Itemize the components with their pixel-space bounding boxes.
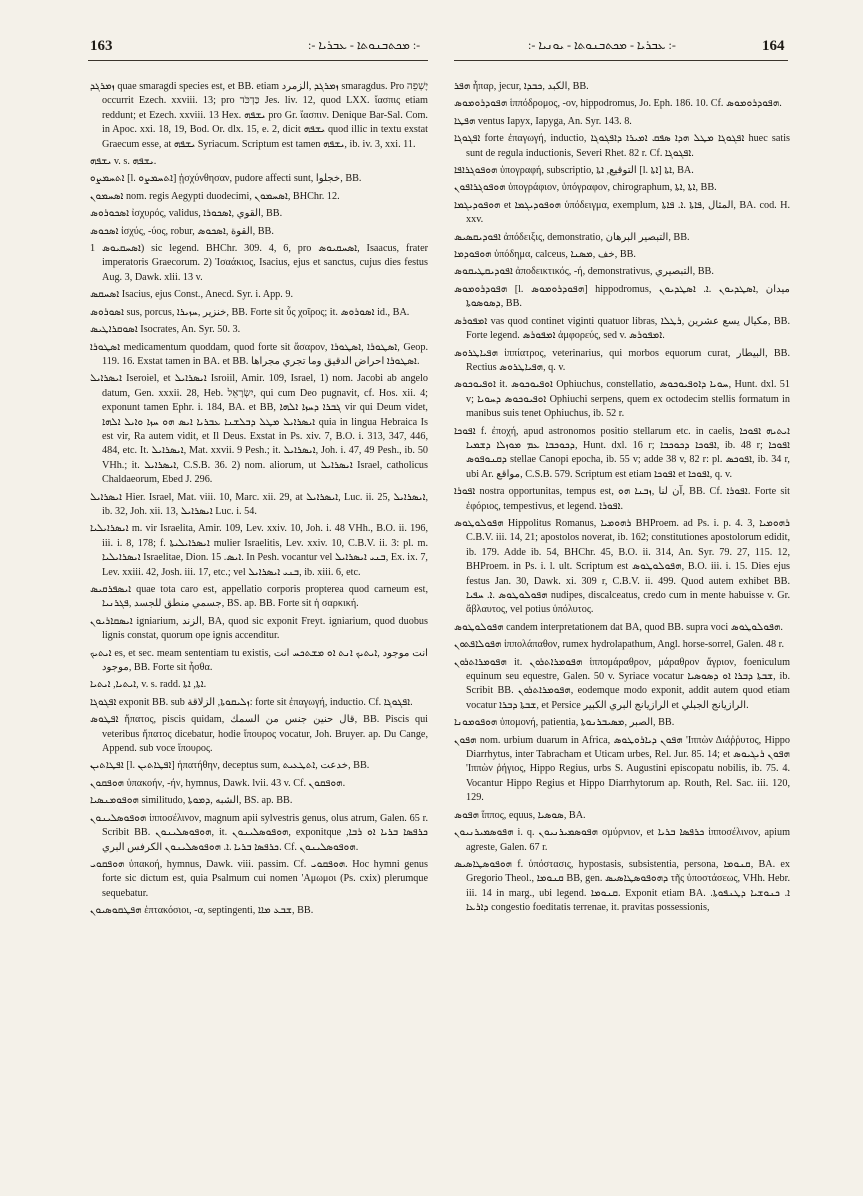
dictionary-entry: ܗܘܦܘܓܪܐܦܐ ὑπογραφή, subscriptio, التوقيع, ܐܬܐ [l. ܐܬܐ] ܐܬܐ, BA. [454, 165, 694, 177]
dictionary-entry: ܐܬܚܡܨܘ [l. ܐܬܚܡܨܘ] ᾐσχύνθησαν, pudore affecti sunt, خجلوا, BB. [90, 173, 362, 185]
dictionary-entry: ܗܘܦܘܡܘܢܐ ὑπομονή, patientia, الصبر ,ܡܣܝܒܪܢܘܬܐ, BB. [454, 717, 675, 729]
dictionary-entry: ܐܝܬܝܟ es, et sec. meam sententiam tu existis, انت موجود ,ܐܝܬܝܟ ܐܢܬ ܐܘ ܡܫܬܟܚ انت موجود, BB. Forte sit ἦσθα. [90, 647, 428, 674]
dictionary-entry: ܗܦܛܩܘܣܝܘܢ ἑπτακόσιοι, -α, septingenti, ܫܒܥ ܡܐܐ, BB. [90, 905, 314, 917]
dictionary-entry: ܐܦܓܘܓܐ exponit BB. sub ܙܠܝܩܘܬܐ, الزلاقة: forte sit ἐπαγωγή, inductio. Cf. ܐܦܓܘܓܐ. [90, 696, 413, 708]
dictionary-entry: ܐܣܛܘܪܐ medicamentum quoddam, quod forte sit ἄσαρον, ܐܣܛܘܪܐ ,ܐܣܛܘܪܐ, Geop. 119. 16. Exstat tamen in BA. et BB. ܐܣܛܘܪܐ احراض الدقيق وما تجري مجراها. [90, 341, 428, 367]
dictionary-entry: ܙܡܪܓܕ quae smaragdi species est, et BB. etiam ܙܡܪܓܕ ,الزمرد smaragdus. Pro ‏יָשְׁפֵה‎ occurrit Ezech. xxviii. 13; pro ‏כַּדְכֹּד‎ Jes. liv. 12, quod LXX. ἴασπις etiam reddunt; et Ezech. xxviii. 13 Hex. ܝܫܦܗ pro Gr. ἴασπιν. Denique Bar-Sal. Com. in Apoc. xxi. 18, 19, Bod. Or. dlx. 15, e. 2, dicit ܝܫܦܗ quod illic in textu exstat Graecum esse, at ܝܫܦܗ Syriacum. Scriptum est tamen ܝܫܦܗ, ib. iv. 3, xxi. 11. [90, 81, 428, 150]
dictionary-entry: ܗܦܝܐܛܪܘܣ ἱππίατρος, veterinarius, qui morbos equorum curat, البيطار, BB. Rectius ܗܦܝܐܛܪܘܣ, q. v. [454, 347, 790, 373]
dictionary-entry: ܐܦܘܟܐ f. ἐποχή, apud astronomos positio stellarum etc. in caelis, ܐܝܬܝܗ ܐܦܘܟܐ ܕܟܘܟܒܐ ܥܡ ܡܘܙܠܐ ܕܫܡܝܐ, Hunt. dxl. 16 r; ܐܦܘܟܐ ܕܟܘܟܒܐ, ib. 48 r; ܐܦܘܟܐ ܕܩܢܘܦܘܣ stellae Canopi epocha, ib. 55 v; adde 38 v, 82 r: pl. ܐܦܘܟܣ, ib. 34 r, ubi Ar. مواقع, C.S.B. 579. Scriptum est etiam ܐܦܘܟܐ et ܐܦܘܟܐ, q. v. [454, 425, 790, 480]
dictionary-entry: ܐܣܚܡܘܢ nom. regis Aegypti duodecimi, ܐܣܚܡܘܢ, BHChr. 12. [90, 190, 340, 202]
dictionary-entry: ܐܣܟܘܣ ἰσχύς, -ύος, robur, القوة ,ܐܣܟܘܣ, BB. [90, 225, 274, 237]
right-running-title: :- ܥܒܪܝܐ - ܡܟܬܒܢܘܬܐ - ܝܘܢܝܐ :- [528, 38, 676, 52]
right-page-number: 164 [762, 38, 785, 54]
dictionary-entry: ܝܫܦܗ v. s. ܝܫܦܗ. [90, 156, 157, 168]
dictionary-entry: ܗܦܘܠܘܛܘܣ candem interpretationem dat BA, quod BB. supra voci ܗܦܘܠܘܛܘܣ. [454, 621, 783, 633]
dictionary-entry: ܗܘܦܘܣܠܝܢܘܢ ἱπποσέλινον, magnum apii sylvestris genus, olus atrum, Galen. 65 r. Scribit BB. ܗܘܦܘܣܠܝܢܘܢ, it. ܗܘܦܘܣܠܝܢܘܢ, exponitque ܟܪܦܣܐ ܒܪܝܐ ܐܘ ܪܒܐ, ܟܪܦܣܐ ܒܪܝܐ .ܐ. ܗܘܦܘܣܠܝܢܘܢ الكرفس البري. Cf. ܗܘܦܘܣܠܝܢܘܢ. [90, 812, 428, 853]
dictionary-entry: ܐܣܘܩܪܐܛܝܣ Isocrates, An. Syr. 50. 3. [90, 324, 241, 336]
dictionary-entry: ܗܘܦܩܘܢ ὑπακοήν, -ήν, hymnus, Dawk. lvii. 43 v. Cf. ܗܘܦܩܘܢ. [90, 777, 346, 789]
dictionary-entry: ܐܝܣܩܐܪܝܘܢ igniarium, الزند, BA, quod sic exponit Freyt. igniarium, quod duobus lignis constat, quorum ope ignis accenditur. [90, 615, 428, 642]
dictionary-entry: ܐܡܦܘܪܣ vas quod continet viginti quatuor libras, مكيال يسع عشرين ,ܪܛܠܐ, BB. Forte legend. ܐܡܦܘܪܣ ἀμφορεύς, sed v. ܐܡܦܘܪܣ. [454, 315, 790, 342]
dictionary-entry: ܗܦܘܠܐܦܬܘܢ ἱππολάπαθον, rumex hydrolapathum, Angl. horse-sorrel, Galen. 48 r. [454, 639, 785, 651]
dictionary-entry: ܐܦܛܘܣ ἥπατος, piscis quidam, قال حنين جنس من السمك, BB. Piscis qui veteribus ἥπατος dicebatur, hodie ἵπουρος vocatur, Joh. Bruyer. ap. Du Cange, Append. sub voce ἵπουρος. [90, 714, 428, 755]
dictionary-entry: ܐܣܟܘܪܘܣ ἰσχυρός, validus, القوي ,ܐܣܟܘܪܐ, BB. [90, 208, 283, 220]
dictionary-entry: ܗܦܪ ἧπαρ, jecur, الكبد ,ܟܒܕܐ, BB. [454, 81, 589, 92]
dictionary-entry: ܐܣܚܩܝܘܣ 1) sic legend. BHChr. 309. 4, 6, pro ܐܣܚܩܝܘܣ, Isaacus, frater imperatoris Graecorum. 2) Ἰσαάκιος, Isacius, ejus et sanctus, cujus dies festus Aug. 3, Dawk. xlii. 13 v. [90, 243, 428, 283]
dictionary-entry: ܗܦܘܠܘܛܘܣ Hippolitus Romanus, ܪܗܘܡܝܐ BHProem. ad Ps. i. p. 4. 3, ܪܗܘܡܝܐ C.B.V. iii. 14, 21; apostolos noverat, ib. 162; constitutiones apostolorum edidit, ib. 179. Adde ib. 54, BHChr. 45, B.O. ii. 314, An. Syr. 79. 27, 115. 12, BHProem. in Ps. i. l. ult. Scriptum est ܗܦܘܠܘܛܘܣ, B.O. iii. i. 15. Dies ejus festus Jan. 30, Dawk. xi. 309 r, C.B.V. ii. 499. Quod autem exhibet BB. ܗܦܘܠܘܛܘܣ .ܐ. ܚܦܝܐ nudipes, discalceatus, credo cum in mente habuisse v. Gr. ἄβλαυτος, vel potius ὑπόλυτος. [454, 517, 790, 616]
dictionary-entry: ܐܦܘܕܝܩܛܝܩܘܣ ἀποδεικτικός, -ή, demonstrativus, التبصيري, BB. [454, 266, 714, 278]
dictionary-entry: ܐܝܣܪܐܝܠ Iseroiel, et ܐܝܣܪܐܝܠ Isroiil, Amir. 109, Israel, 1) nom. Jacobi ab angelo datum, Gen. xxxii. 28, Heb. ‏יִשְׂרָאֵל‎, qui cum Deo pugnavit, cf. Hos. xii. 4; exponunt tamen Ephr. i. 184, BA. et BB, ܓܒܪܐ ܕܚܙܐ ܐܠܗܐ vir qui Deum videt, ܐܝܣܪܐܝܠ ܡܛܠ ܕܒܠܫܢܐ ܥܒܪܝܐ ܐܝܣ ܗܘ ܚܙܐ ܘܐܝܠ ܐܠܗܐ quia in lingua Hebraica Is est vir, Ra autem vidit, et Il Deus. Exstat in Ps. xiv. 7, B.O. i. 313, 347, 446, 484, etc. It. ܐܝܣܪܐܝܠ, Mat. xxvii. 9 Pesh.; it. ܐܝܣܪܐܝܠ, Joh. i. 47, 49 Pesh., ib. 50 VHh.; it. ܐܝܣܪܐܝܠ, C.S.B. 36. 2) nom. aliorum, ut ܐܝܣܪܐܝܠ Israel, catholicus Chaldaeorum, Ebed J. 296. [90, 373, 428, 486]
page-header [0, 0, 863, 54]
left-column [90, 80, 428, 1180]
left-running-title: :- ܡܟܬܒܢܘܬܐ - ܥܒܪܝܐ :- [308, 38, 421, 52]
right-column [454, 80, 790, 1180]
dictionary-entry: ܗܦܘܣ ἵππος, equus, ܣܘܣܝܐ, BA. [454, 809, 586, 821]
dictionary-entry: ܗܦܛܐ ventus Iapyx, Iapyga, An. Syr. 143. 8. [454, 115, 632, 127]
dictionary-entry: ܗܘܦܘܕܝܓܡܐ et ܗܘܦܘܕܝܓܡܐ ὑπόδειγμα, exemplum, المثال ,ܦܐܬܐ .ܐ. ܦܐܬܐ, BA. cod. H. xxv. [454, 199, 790, 226]
dictionary-entry: ܗܘܦܩܘܝ ὑπακοή, hymnus, Dawk. viii. passim. Cf. ܗܘܦܩܘܝ. Hoc hymni genus forte sic dictum est, quia Psalmum cui nomen 'Αμωμοι (Ps. cxix) plerumque sequebatur. [90, 858, 428, 899]
dictionary-entry: ܗܦܘܕܪܘܡܘܣ ἱππόδρομος, -ov, hippodromus, Jo. Eph. 186. 10. Cf. ܗܦܘܕܪܘܡܘܣ. [454, 98, 782, 110]
dictionary-entry: ܗܘܦܘܡܢܣܝܐ similitudo, الشبه ,ܕܡܘܬܐ, BS. ap. BB. [90, 795, 293, 807]
dictionary-entry: ܐܘܦܝܘܟܘܣ it. ܐܘܦܝܘܟܘܣ Ophiuchus, constellatio, ܚܘܝܐ ܕܐܘܦܝܘܟܘܣ, Hunt. dxl. 51 v; ܐܘܦܝܘܟܘܣ ܕܚܘܝܐ Ophiuchi serpens, quem ex octodecim stellis formatum in manibus suis tenet Ophiuchus, ib. 52 r. [454, 379, 790, 420]
dictionary-entry: ܐܝܣܪܐܝܠܝܐ m. vir Israelita, Amir. 109, Lev. xxiv. 10, Joh. i. 48 VHh., B.O. ii. 196, iii. i. 8, 178; f. ܐܝܣܪܐܝܠܝܬܐ mulier Israelitis, Lev. xxiv. 10, C.B.V. ii. 3: pl. m. ܐܝܣܪܐܝܠܝܐ Israelitae, Dion. ܐܝܣ. 15. In Pesh. vocantur vel ܒܢܝ ܐܝܣܪܐܝܠ, Ex. ix. 7, Lev. xxiii. 42, Josh. iii. 17, etc.; vel ܒܢܝ ܐܝܣܪܐܝܠ, ib. xiii. 6, etc. [90, 523, 428, 578]
dictionary-entry: ܐܝܣܦܪܩܝܣ quae tota caro est, appellatio corporis propterea quod carneum est, جسمي منطق للجسد ,ܦܓܪܢܝܐ, BS. ap. BB. Forte sit ἡ σαρκική. [90, 584, 428, 610]
dictionary-entry: ܐܝܬܝܐ, ܐܝܬܝܐ, v. s. radd. ܐܬܐ, ܐܬܐ. [90, 679, 207, 691]
dictionary-entry: ܐܦܛܐܬܝܢ [l. ܐܦܛܐܬܝܢ] ἡπατήθην, deceptus sum, خدعت ,ܐܬܛܥܝܬ, BB. [90, 760, 370, 772]
dictionary-entry: ܗܦܘܣܡܝܪܢܝܘܢ i. q. ܗܦܘܣܡܝܪܢܝܘܢ σμύρνιον, et ܟܪܦܣܐ ܒܪܝܐ ἱπποσέλινον, apium agreste, Galen. 67 r. [454, 827, 790, 853]
dictionary-entry: ܗܦܘܡܪܐܬܪܘܢ it. ܗܦܘܡܪܐܬܪܘܢ ἱππομάραθρον, μάραθρον ἄγριον, foeniculum equinum seu equestre, Galen. 50 v. Syriace vocatur ܫܒܬܐ ܕܒܪܐ ܐܘ ܕܣܘܣܝܐ, ib. Scribit BB. ܗܦܘܡܪܐܬܪܘܢ, eodemque modo exponit, addit autem quod etiam vocatur ܫܒܬܐ ܕܒܪܐ, et Persice الرازيانج البري الكبير et الرازيانج الجبلي. [454, 656, 790, 711]
dictionary-entry: ܗܘܦܘܣܛܐܣܝܣ f. ὑπόστασις, hypostasis, subsistentia, persona, ܩܢܘܡܐ, BA. ex Gregorio Theol., ܩܢܘܡܐ BB, gen. ܕܗܘܦܘܣܛܐܣܝܣ τῆς ὑποστάσεως, VHh. Hebr. iii. 14 in marg., ubi legend. ܩܢܘܡܐ. Exponit etiam BA. .ܐ. ܟܢܘܫܝܐ ܕܛܢܦܘܬܐ ܕܐܪܥܐ congestio foeditatis terrenae, it. pravitas possessionis, [454, 858, 790, 914]
dictionary-entry: ܐܦܘܪܐ nostra opportunitas, tempus est, آن لنا ,ܙܒܢܐ ܗܘ, BB. Cf. ܐܦܘܪܐ. Forte sit ἐφόριος, tempestivus, et legend. ܐܦܘܪܐ. [454, 486, 790, 512]
dictionary-entry: ܐܣܚܩܣ Isacius, ejus Const., Anecd. Syr. i. App. 9. [90, 289, 293, 301]
right-header-rule [454, 60, 788, 61]
left-header-rule [88, 60, 428, 61]
dictionary-entry: ܐܦܓܘܓܐ forte ἐπαγωγή, inductio, ܐܦܓܘܓܐ ܡܛܠ ܗܕܐ ܣܦܩ ܐܡܝܪܐ ܕܐܦܓܘܓܐ huec satis sunt de regula inductionis, Severi Rhet. 82 r. Cf. ܐܦܓܘܓܐ. [454, 133, 790, 159]
dictionary-entry: ܗܘܦܘܕܡܐ ὑπόδημα, calceus, خف ,ܡܣܢܐ, BB. [454, 249, 636, 261]
dictionary-entry: ܐܝܣܪܐܝܠ Hier. Israel, Mat. viii. 10, Marc. xii. 29, at ܐܝܣܪܐܝܠ, Luc. ii. 25, ܐܝܣܪܐܝܠ, ib. 32, Joh. xii. 13, ܐܝܣܪܐܝܠ Luc. i. 54. [90, 491, 428, 517]
dictionary-entry: ܗܦܘܕܪܘܡܘܣ [l. ܗܦܘܕܪܘܡܘܣ] hippodromus, ميدان ,ܐܣܛܕܝܘܢ .ܐ. ܐܣܛܕܝܘܢ ܕܣܘܣܘܬܐ, BB. [454, 283, 790, 310]
dictionary-entry: ܐܦܘܕܝܩܣܝܣ ἀπόδειξις, demonstratio, التبصير البرهان, BB. [454, 231, 690, 243]
left-page-number: 163 [90, 38, 113, 54]
dictionary-entry: ܐܣܘܪܘܣ sus, porcus, خنزير ,ܚܙܝܪܐ, BB. Forte sit ὗς χοῖρος; it. ܐܣܘܪܘܣ id., BA. [90, 306, 410, 318]
dictionary-entry: ܗܘܦܘܓܪܐܦܘܢ ὑπογράφιον, ὑπόγραφον, chirographum, ܐܬܐ ,ܐܬܐ, BB. [454, 182, 717, 194]
dictionary-entry: ܗܦܘܢ nom. urbium duarum in Africa, ܗܦܘܢ ܕܝܐܪܘܛܘܣ 'Ιππὼν Διάῤῥυτος, Hippo Diarrhytus, inter Tabracham et Uticam urbes, Rel. Jur. 85. 14; et ܗܦܘܢ ܪܝܓܝܘܣ 'Ιππὼν ῥήγιος, Hippo Regius, urbs S. Augustini episcopatu nobilis, ib. 75. 4. Vocantur Hippo Regius et Hippo Diarrhytorum ap. Routh, Rel. Sac. iii. 120, 129. [454, 734, 790, 804]
